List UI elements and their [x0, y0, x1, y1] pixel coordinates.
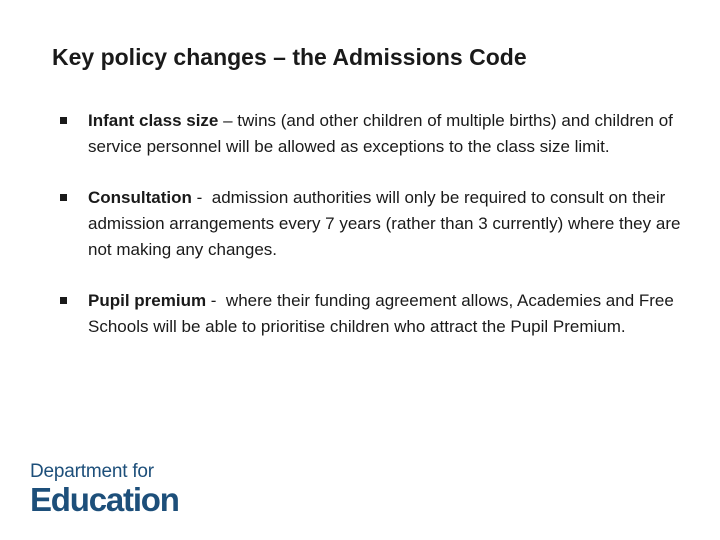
bullet-infant-class-size: [60, 108, 700, 160]
bullet-separator: -: [191, 188, 212, 207]
bullet-text: twins (and other children of multiple births) and children of service personnel will be allowed as exceptions to the class size limit.: [88, 111, 673, 156]
bullet-pupil-premium: [60, 288, 700, 340]
bullet-term: Infant class size: [88, 111, 219, 130]
bullet-separator: -: [206, 291, 226, 310]
department-for-education-logo: [30, 462, 179, 518]
bullet-separator: –: [218, 111, 238, 130]
logo-line-department: Department for: [30, 461, 154, 482]
bullet-text: admission authorities will only be required to consult on their admission arrangements every 7 years (rather than 3 currently) where they are not making any changes.: [88, 188, 681, 259]
square-bullet-icon: [60, 297, 67, 304]
bullet-term: Pupil premium: [88, 291, 207, 310]
bullet-consultation: [60, 185, 700, 263]
bullet-text: where their funding agreement allows, Academies and Free Schools will be able to prioritise children who attract the Pupil Premium.: [88, 291, 674, 336]
bullet-list: [60, 108, 700, 365]
slide-title: Key policy changes – the Admissions Code: [52, 44, 527, 70]
square-bullet-icon: [60, 194, 67, 201]
bullet-term: Consultation: [88, 188, 192, 207]
square-bullet-icon: [60, 117, 67, 124]
logo-line-education: Education: [30, 481, 179, 518]
